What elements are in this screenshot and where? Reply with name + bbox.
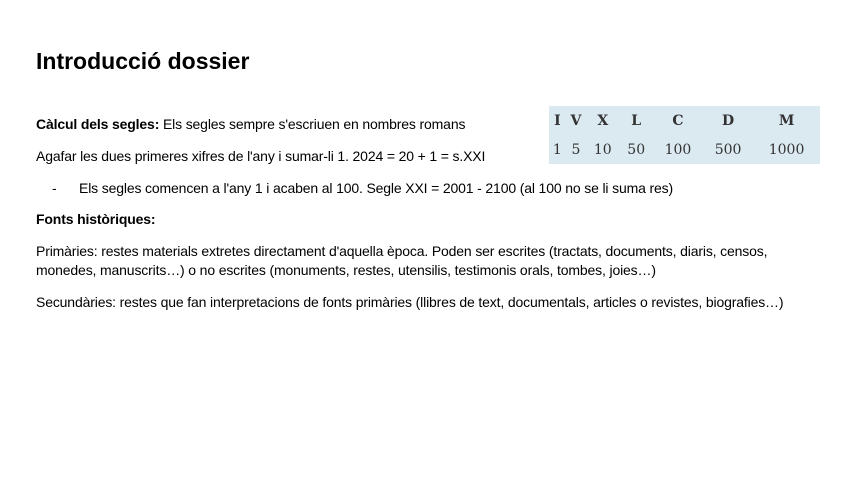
roman-value: 10 <box>593 141 612 158</box>
roman-value: 1000 <box>768 141 805 158</box>
roman-symbols-row <box>549 106 820 135</box>
roman-symbol: C <box>672 112 684 129</box>
segles-text: Els segles sempre s'escriuen en nombres romans <box>159 116 466 132</box>
roman-value: 100 <box>664 141 692 158</box>
bullet-text: Els segles comencen a l'any 1 i acaben al 100. Segle XXI = 2001 - 2100 (al 100 no se li suma res) <box>79 180 673 196</box>
fonts-heading-text: Fonts històriques: <box>36 211 156 227</box>
roman-symbol: L <box>631 112 642 129</box>
fonts-primaries: Primàries: restes materials extretes directament d'aquella època. Poden ser escrites (tractats, documents, diaris, censos, monedes, manuscrits…) o no escrites (monuments, restes, utensilis, testimonis orals, tombes, joies…) <box>36 243 768 278</box>
segles-rule: Agafar les dues primeres xifres de l'any i sumar-li 1. 2024 = 20 + 1 = s.XXI <box>36 148 486 164</box>
bullet-marker: - <box>52 180 57 196</box>
roman-symbol: X <box>597 112 609 129</box>
segles-line <box>36 115 465 134</box>
segles-label: Càlcul dels segles: <box>36 116 160 132</box>
roman-values-row <box>549 135 820 164</box>
roman-value: 1 <box>552 141 562 158</box>
roman-symbol: M <box>778 112 795 129</box>
roman-symbol: D <box>722 112 735 129</box>
roman-value: 50 <box>627 141 646 158</box>
roman-value: 5 <box>571 141 581 158</box>
roman-numerals-table <box>549 106 820 164</box>
roman-value: 500 <box>714 141 742 158</box>
slide-title: Introducció dossier <box>36 48 250 74</box>
fonts-secundaries: Secundàries: restes que fan interpretacions de fonts primàries (llibres de text, documentals, articles o revistes, biografies…) <box>36 294 784 310</box>
roman-symbol: V <box>570 112 582 129</box>
fonts-heading <box>36 210 155 229</box>
roman-symbol: I <box>554 112 561 129</box>
segles-bullet <box>52 179 673 198</box>
